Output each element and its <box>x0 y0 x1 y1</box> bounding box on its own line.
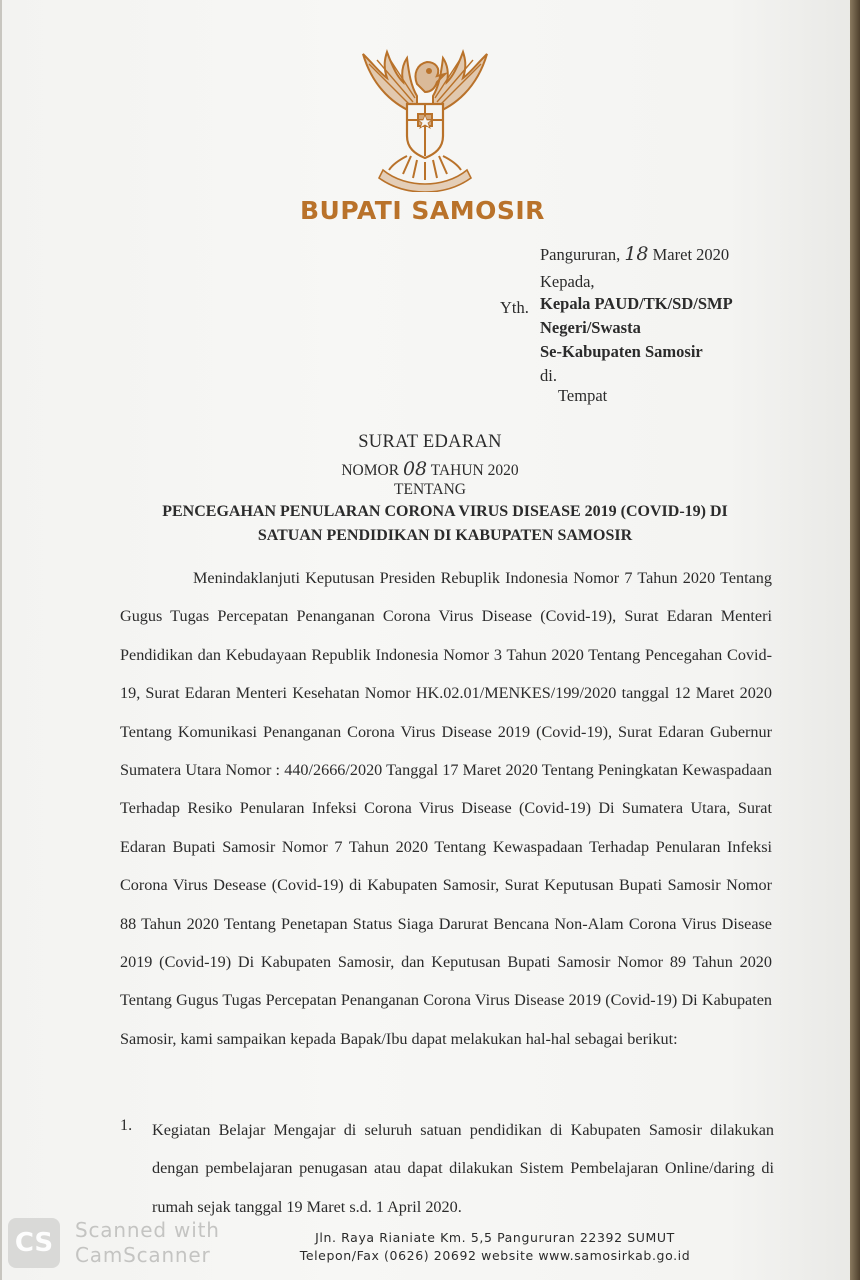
recipient-line-3: Se-Kabupaten Samosir <box>540 342 703 361</box>
page-edge-shadow <box>850 0 860 1280</box>
date-suffix: Maret 2020 <box>652 245 730 264</box>
nomor-value-handwritten: 08 <box>402 458 428 480</box>
kepada-label: Kepada, <box>540 272 595 291</box>
body-paragraph <box>120 559 772 1058</box>
camscanner-logo-icon: CS <box>8 1218 60 1268</box>
di-label: di. <box>540 366 557 385</box>
camscanner-watermark <box>75 1218 220 1268</box>
letter-number <box>0 458 860 480</box>
yth-label: Yth. <box>500 298 529 317</box>
subject-line-2: SATUAN PENDIDIKAN DI KABUPATEN SAMOSIR <box>257 527 633 544</box>
footer-address: Jln. Raya Rianiate Km. 5,5 Pangururan 22392 SUMUT <box>315 1230 675 1245</box>
tahun-label: TAHUN 2020 <box>430 462 519 479</box>
nomor-label: NOMOR <box>341 462 400 479</box>
tentang-label: TENTANG <box>394 481 466 498</box>
place-date <box>540 242 729 267</box>
footer-contact: Telepon/Fax (0626) 20692 website www.samosirkab.go.id <box>299 1248 691 1263</box>
garuda-emblem-icon <box>355 44 495 192</box>
watermark-line-2: CamScanner <box>75 1243 211 1267</box>
regent-header-title: BUPATI SAMOSIR <box>300 196 545 225</box>
recipient-line-2: Negeri/Swasta <box>540 318 641 337</box>
tempat-label: Tempat <box>558 386 608 405</box>
subject-line-1: PENCEGAHAN PENULARAN CORONA VIRUS DISEASE 2019 (COVID-19) DI <box>162 503 728 520</box>
recipient-line-1: Kepala PAUD/TK/SD/SMP <box>540 294 733 313</box>
list-item-number: 1. <box>120 1116 133 1134</box>
place-date-prefix: Pangururan, <box>540 245 621 264</box>
body-paragraph-text: Menindaklanjuti Keputusan Presiden Rebuplik Indonesia Nomor 7 Tahun 2020 Tentang Gugus Tugas Percepatan Penanganan Corona Virus Disease (Covid-19), Surat Edaran Menteri Pendidikan dan Kebudayaan Republik Indonesia Nomor 3 Tahun 2020 Tentang Pencegahan Covid-19, Surat Edaran Menteri Kesehatan Nomor HK.02.01/MENKES/199/2020 tanggal 12 Maret 2020 Tentang Komunikasi Penanganan Corona Virus Disease 2019 (Covid-19), Surat Edaran Gubernur Sumatera Utara Nomor : 440/2666/2020 Tanggal 17 Maret 2020 Tentang Peningkatan Kewaspadaan Terhadap Resiko Penularan Infeksi Corona Virus Disease (Covid-19) Di Sumatera Utara, Surat Edaran Bupati Samosir Nomor 7 Tahun 2020 Tentang Kewaspadaan Terhadap Penularan Infeksi Corona Virus Desease (Covid-19) di Kabupaten Samosir, Surat Keputusan Bupati Samosir Nomor 88 Tahun 2020 Tentang Penetapan Status Siaga Darurat Bencana Non-Alam Corona Virus Disease 2019 (Covid-19) Di Kabupaten Samosir, dan Keputusan Bupati Samosir Nomor 89 Tahun 2020 Tentang Gugus Tugas Percepatan Penanganan Corona Virus Disease 2019 (Covid-19) Di Kabupaten Samosir, kami sampaikan kepada Bapak/Ibu dapat melakukan hal-hal sebagai berikut: <box>120 569 772 1048</box>
list-item-text: Kegiatan Belajar Mengajar di seluruh satuan pendidikan di Kabupaten Samosir dilakukan dengan pembelajaran penugasan atau dapat dilakukan Sistem Pembelajaran Online/daring di rumah sejak tanggal 19 Maret s.d. 1 April 2020. <box>152 1121 774 1216</box>
letter-type-title: SURAT EDARAN <box>358 432 502 452</box>
watermark-line-1: Scanned with <box>75 1218 220 1242</box>
date-day-handwritten: 18 <box>624 243 649 265</box>
